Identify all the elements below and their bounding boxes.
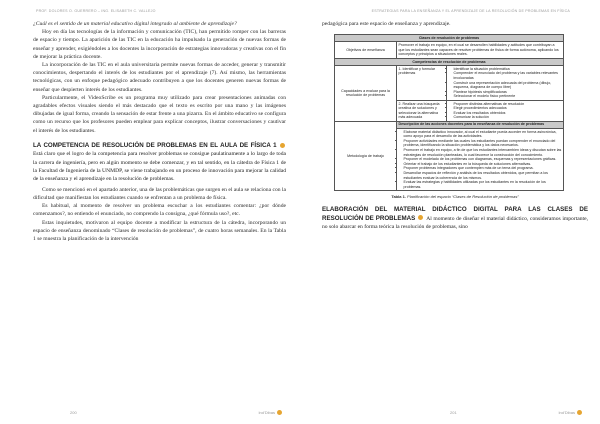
list-item: • Elegir procedimientos adecuados [454, 106, 562, 111]
right-heading-text: ELABORACIÓN DEL MATERIAL DIDÁCTICO DIGITAL PARA LAS CLASES DE RESOLUCIÓN DE PROBLEMAS [322, 206, 588, 222]
left-footer-brand-text: Ind'Dibas [258, 409, 275, 415]
left-paragraph-7: Estas inquietudes, motivaron al equipo docente a modificar la estructura de la cátedra, incorporando un espacio de enseñanza denominado “Clases de resolución de problemas”, de cuatro horas semanales. En la Tabla 1 se muestra la planificación de la intervención [33, 219, 286, 243]
table-caption [322, 194, 588, 199]
left-running-head: PROF. DOLORES O. GUERRERO – ING. ELISABETH C. VALLEJO [36, 9, 156, 13]
left-paragraph-3: La incorporación de las TIC en el aula universitaria permite nuevas formas de acceder, generar y transmitir conocimientos, despertando el interés de los estudiantes por el aprendizaje (7). Así mismo, las herramientas tecnológicas, con un enfoque pedagógico adecuado contribuyen a que los docentes generen nuevas formas de enseñar que despierten interés de los estudiantes. [33, 62, 286, 93]
table-title: Clases de resolución de problemas [335, 35, 564, 42]
list-item: • Desarrollar espacios de reflexión y análisis de los resultados obtenidos, que permitan a los estudiantes evaluar la coherencia de los mismos. [404, 171, 562, 180]
brand-dot-icon [577, 410, 582, 415]
right-page-number: 201 [450, 410, 457, 415]
bullet-dot-icon [280, 143, 285, 148]
objectives-label: Objetivos de enseñanza [335, 42, 397, 58]
list-item: • Proponer problemas integradores que contemplen más de un tema del programa. [404, 166, 562, 171]
bullet-dot-icon [418, 215, 423, 220]
list-item: • Comunicar la solución [454, 115, 562, 120]
capabilities-label: Capacidades a evaluar para la resolución de problemas [335, 65, 397, 121]
left-footer-brand [258, 410, 282, 415]
objectives-text: Promover el trabajo en equipo, en el cual se desarrollen habilidades y actitudes que contribuyan a que los estudiantes sean capaces de resolver problemas de física de forma autónoma, aplicando los conceptos y principios a situaciones reales. [397, 42, 564, 58]
caption-label: Tabla 1. [391, 194, 406, 200]
list-item: • Orientar el trabajo de los estudiantes en la búsqueda de soluciones alternativas. [404, 162, 562, 167]
list-item: • Evaluar las estrategias y habilidades utilizadas por los estudiantes en la resolución de los problemas. [404, 180, 562, 189]
activities-list [397, 128, 564, 190]
left-paragraph-1: ¿Cuál es el sentido de un material educativo digital integrado al ambiente de aprendizaje? [33, 21, 237, 27]
left-section-heading [33, 142, 286, 184]
left-page-number: 200 [70, 410, 77, 415]
list-item: • Proponer distintas alternativas de resolución [454, 102, 562, 107]
capability-2-label: 2. Realizar una búsqueda creativa de soluciones y seleccionar la alternativa más adecuada [397, 100, 447, 121]
list-item: • Identificar la situación problemática [454, 67, 562, 72]
list-item: • Plantear hipótesis simplificadoras [454, 90, 562, 95]
left-heading-body: Está claro que el logro de la competencia para resolver problemas se consigue paulatinamente a lo largo de toda la carrera de ingeniería, pero en algún momento se debe comenzar, y en tal sentido, en la cátedra de Física 1 de la Facultad de Ingeniería de la UNMDP, se viene trabajando en un proceso de innovación para mejorar la calidad de la enseñanza y el aprendizaje en la resolución de problemas. [33, 151, 286, 183]
right-heading-body: Al momento de diseñar el material didáctico, consideramos importante, no solo abarcar en forma teórica la resolución de problemas, sino [322, 215, 588, 230]
left-heading-text: LA COMPETENCIA DE RESOLUCIÓN DE PROBLEMAS EN EL AULA DE FÍSICA 1 [33, 141, 277, 149]
activities-header: Descripción de las acciones docentes para la enseñanza de resolución de problemas [397, 121, 564, 128]
list-item: • Seleccionar el modelo físico pertinente [454, 94, 562, 99]
right-page [300, 0, 600, 424]
list-item: • Elaborar material didáctico innovador, al cual el estudiante pueda acceder en forma asincrónica, como apoyo para el desarrollo de las actividades. [404, 130, 562, 139]
capability-2-list [447, 100, 564, 121]
methodology-label: Metodología de trabajo [335, 121, 397, 191]
list-item: • Proponer actividades mediante las cuales los estudiantes puedan comprender el enunciado del problema, identificando la situación problemática y los datos necesarios. [404, 139, 562, 148]
competencies-header: Competencias de resolución de problemas [335, 58, 564, 65]
left-paragraph-6: Es habitual, al momento de resolver un problema escuchar a los estudiantes comentar: ¿por dónde comenzamos?, no entiendo el enunciado, no comprendo la consigna, ¿qué fórmula uso?, etc. [33, 203, 286, 218]
list-item: • Construir una representación adecuada del problema (dibujo, esquema, diagrama de cuerpo libre) [454, 81, 562, 90]
caption-text: Planificación del espacio “Clases de Resolución de problemas” [407, 194, 519, 200]
left-paragraph-2: Hoy en día las tecnologías de la información y comunicación (TIC), han permitido romper con las barreras de espacio y tiempo. La aparición de las TIC en la educación ha impulsado la generación de nuevas formas de enseñar y aprender, exigiéndoles a los docentes la incorporación de estrategias innovadoras y creativas con el fin de mejorar la práctica docente. [33, 29, 286, 60]
left-paragraph-4: Particularmente, el VideoScribe es un programa muy utilizado para crear presentaciones animadas con agradables efectos visuales siendo el más destacado que el texto es escrito por una mano y las imágenes dibujadas de igual forma, creando la sensación de estar frente a una pizarra. En el ámbito educativo se configura como un recurso que los profesores pueden emplear para explicar conceptos, ilustrar conversaciones y cautivar el interés de los estudiantes. [33, 94, 286, 134]
right-footer-brand [558, 410, 582, 415]
planning-table [334, 34, 564, 191]
right-footer-brand-text: Ind'Dibas [558, 409, 575, 415]
list-item: • Promover el trabajo en equipo, a fin de que los estudiantes intercambien ideas y discutan sobre las estrategias de resolución planteadas, lo cual favorece la construcción del conocimiento. [404, 148, 562, 157]
list-item: • Evaluar los resultados obtenidos [454, 111, 562, 116]
right-intro: pedagógica para este espacio de enseñanza y aprendizaje. [322, 21, 451, 27]
list-item: • Proponer el modelado de los problemas con diagramas, esquemas y representaciones gráficas. [404, 157, 562, 162]
capability-1-label: 1. Identificar y formular problemas [397, 65, 447, 100]
brand-dot-icon [277, 410, 282, 415]
capability-1-list [447, 65, 564, 100]
right-section-heading [322, 206, 588, 231]
left-paragraph-5: Como se mencionó en el apartado anterior, una de las problemáticas que surgen en el aula se relaciona con la dificultad que manifiestan los estudiantes cuando se enfrentan a un problema de física. [33, 186, 286, 202]
right-running-head: ESTRATEGIAS PARA LA ENSEÑANZA Y EL APRENDIZAJE DE LA RESOLUCIÓN DE PROBLEMAS EN FÍSICA [371, 9, 570, 13]
list-item: • Comprender el enunciado del problema y las variables relevantes involucradas [454, 71, 562, 80]
